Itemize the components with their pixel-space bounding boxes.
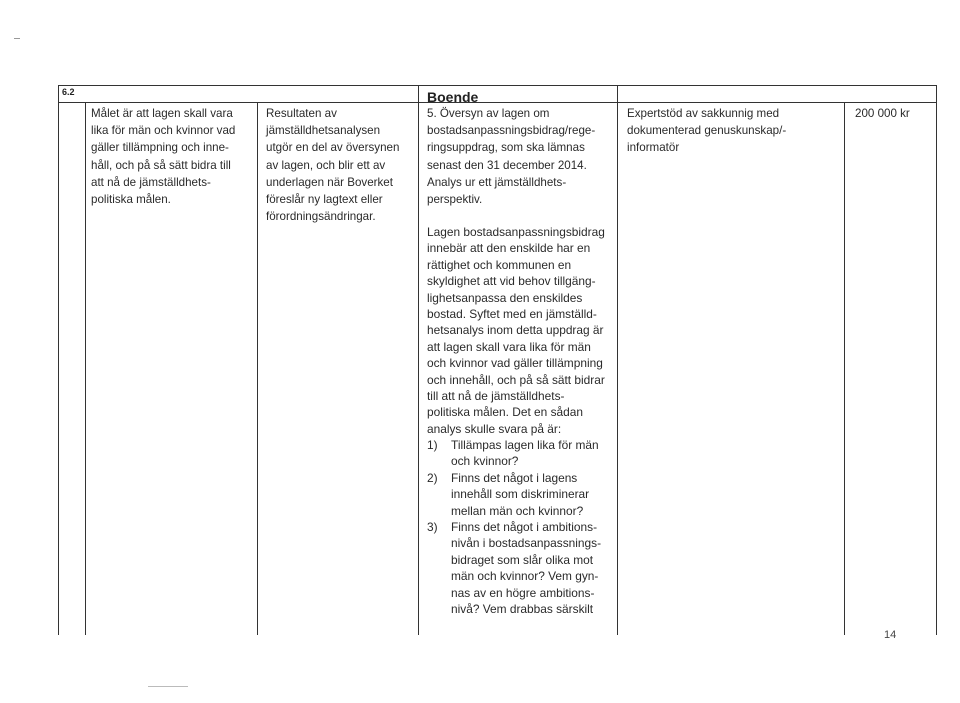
column-divider-2	[257, 102, 258, 635]
activity-description: Lagen bostadsanpassningsbidrag innebär att den enskilde har en rättighet och kommunen en skyldighet att vid behov tillgäng- lighetsanpassa den enskildes bostad. Syftet med en jämställd- hetsanalys inom detta uppdrag är att lagen skall vara lika för män och kvinnor vad gäller tillämpning och innehåll, och på så sätt bidrar till att nå de jämställdhets- politiska målen. Det en sådan analys skulle svara på är:	[427, 225, 605, 436]
goal-cell: Målet är att lagen skall vara lika för män och kvinnor vad gäller tillämpning och inne- håll, och på så sätt bidra till att nå de jämställdhets- politiska målen.	[91, 107, 236, 207]
cost-cell: 200 000 kr	[855, 107, 910, 120]
column-divider-1	[85, 102, 86, 635]
resource-cell: Expertstöd av sakkunnig med dokumenterad genuskunskap/- informatör	[627, 107, 787, 155]
list-item	[427, 437, 617, 470]
list-item-number: 2)	[427, 470, 438, 485]
question-list	[427, 437, 617, 617]
column-divider-4	[617, 102, 618, 635]
row-number: 6.2	[62, 87, 75, 97]
page-number: 14	[884, 629, 897, 641]
list-item-number: 3)	[427, 520, 438, 535]
list-item-text: Finns det något i ambitions- nivån i bostadsanpassnings- bidraget som slår olika mot män och kvinnor? Vem gyn- nas av en högre ambitions- nivå? Vem drabbas särskilt	[451, 520, 602, 617]
header-cell-divider-right	[617, 85, 618, 102]
scan-artifact	[148, 686, 188, 687]
activity-cell: 5. Översyn av lagen om bostadsanpassningsbidrag/rege- ringsuppdrag, som ska lämnas senast den 31 december 2014. Analys ur ett jämställdhets- perspektiv.	[427, 107, 596, 207]
table-top-border	[58, 85, 937, 86]
header-cell-divider-left	[418, 85, 419, 102]
list-item	[427, 470, 617, 519]
section-title: Boende	[427, 89, 479, 105]
list-item-text: Tillämpas lagen lika för män och kvinnor?	[451, 438, 599, 469]
result-cell: Resultaten av jämställdhetsanalysen utgör en del av översynen av lagen, och blir ett av underlagen när Boverket föreslår ny lagtext eller förordningsändringar.	[266, 107, 400, 224]
list-item	[427, 519, 617, 617]
list-item-number: 1)	[427, 438, 438, 452]
table-right-border	[936, 85, 937, 635]
table-left-border	[58, 85, 59, 635]
column-divider-3	[418, 102, 419, 635]
column-divider-5	[844, 102, 845, 635]
scan-mark	[14, 38, 20, 39]
table-header-divider	[58, 102, 937, 103]
list-item-text: Finns det något i lagens innehåll som diskriminerar mellan män och kvinnor?	[451, 470, 590, 518]
